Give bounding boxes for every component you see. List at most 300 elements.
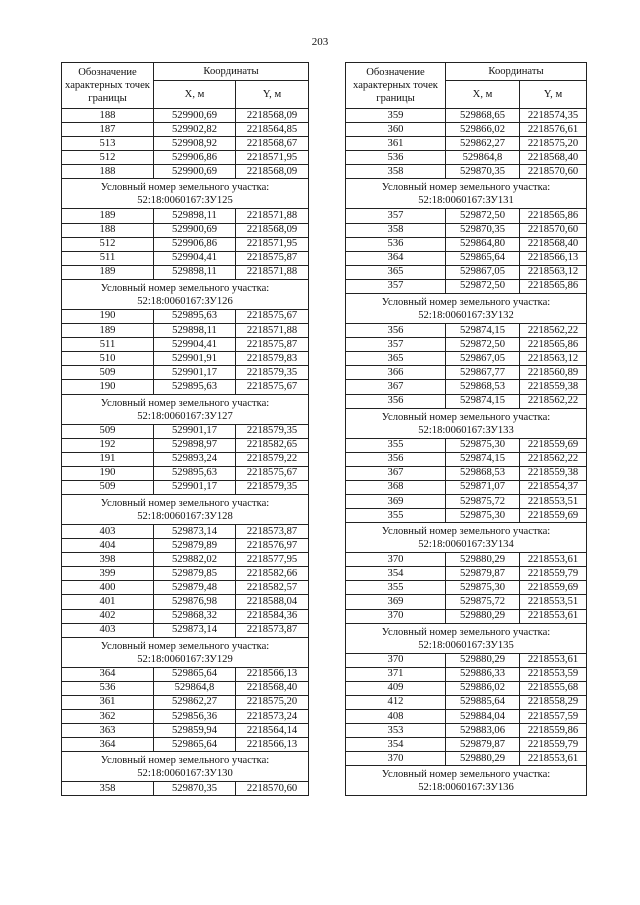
- point-number: 370: [346, 752, 446, 766]
- point-number: 509: [62, 366, 154, 380]
- y-coordinate: 2218568,09: [236, 223, 309, 237]
- point-number: 401: [62, 595, 154, 609]
- parcel-header-row: [346, 523, 587, 553]
- table-row: [62, 438, 309, 452]
- x-coordinate: 529880,29: [446, 653, 520, 667]
- x-coordinate: 529895,63: [154, 309, 236, 323]
- y-coordinate: 2218566,13: [520, 251, 587, 265]
- table-row: [62, 237, 309, 251]
- y-coordinate: 2218566,13: [236, 667, 309, 681]
- y-coordinate: 2218568,67: [236, 137, 309, 151]
- x-coordinate: 529879,48: [154, 581, 236, 595]
- parcel-header: [62, 752, 309, 782]
- table-row: [62, 165, 309, 179]
- parcel-code: 52:18:0060167:ЗУ131: [418, 195, 514, 207]
- table-row: [346, 494, 587, 508]
- x-coordinate: 529901,91: [154, 352, 236, 366]
- parcel-header: [62, 394, 309, 424]
- parcel-code: 52:18:0060167:ЗУ136: [418, 782, 514, 794]
- table-row: [62, 309, 309, 323]
- x-coordinate: 529865,64: [446, 251, 520, 265]
- y-coordinate: 2218566,13: [236, 738, 309, 752]
- y-coordinate: 2218559,69: [520, 509, 587, 523]
- parcel-header-row: [346, 294, 587, 324]
- y-coordinate: 2218573,87: [236, 524, 309, 538]
- point-number: 361: [346, 137, 446, 151]
- parcel-code: 52:18:0060167:ЗУ134: [418, 539, 514, 551]
- designation-header: Обозначение характерных точек границы: [346, 63, 446, 109]
- parcel-header: [346, 294, 587, 324]
- y-coordinate: 2218568,40: [520, 151, 587, 165]
- point-number: 400: [62, 581, 154, 595]
- x-coordinate: 529871,07: [446, 480, 520, 494]
- x-coordinate: 529879,87: [446, 738, 520, 752]
- x-coordinate: 529872,50: [446, 209, 520, 223]
- table-row: [62, 352, 309, 366]
- table-row: [346, 165, 587, 179]
- point-number: 511: [62, 251, 154, 265]
- point-number: 404: [62, 539, 154, 553]
- parcel-title: Условный номер земельного участка:: [381, 182, 551, 194]
- table-row: [62, 609, 309, 623]
- x-coordinate: 529898,11: [154, 265, 236, 279]
- y-coordinate: 2218584,36: [236, 609, 309, 623]
- point-number: 354: [346, 738, 446, 752]
- x-coordinate: 529862,27: [446, 137, 520, 151]
- y-coordinate: 2218571,88: [236, 324, 309, 338]
- point-number: 358: [62, 782, 154, 796]
- parcel-header-row: [62, 179, 309, 209]
- y-coordinate: 2218571,88: [236, 265, 309, 279]
- point-number: 355: [346, 581, 446, 595]
- table-row: [346, 438, 587, 452]
- point-number: 510: [62, 352, 154, 366]
- point-number: 412: [346, 695, 446, 709]
- y-coordinate: 2218558,29: [520, 695, 587, 709]
- y-coordinate: 2218562,22: [520, 394, 587, 408]
- table-row: [62, 667, 309, 681]
- y-coordinate: 2218553,51: [520, 494, 587, 508]
- x-coordinate: 529904,41: [154, 251, 236, 265]
- x-coordinate: 529886,02: [446, 681, 520, 695]
- y-coordinate: 2218582,65: [236, 438, 309, 452]
- y-coordinate: 2218576,61: [520, 123, 587, 137]
- point-number: 408: [346, 710, 446, 724]
- point-number: 188: [62, 109, 154, 123]
- parcel-code: 52:18:0060167:ЗУ129: [137, 653, 233, 665]
- parcel-header-row: [62, 494, 309, 524]
- x-coordinate: 529873,14: [154, 623, 236, 637]
- parcel-code: 52:18:0060167:ЗУ135: [418, 639, 514, 651]
- x-coordinate: 529879,89: [154, 539, 236, 553]
- parcel-header: [346, 766, 587, 796]
- point-number: 190: [62, 309, 154, 323]
- y-coordinate: 2218565,86: [520, 209, 587, 223]
- table-row: [62, 452, 309, 466]
- table-row: [62, 623, 309, 637]
- parcel-header: [346, 408, 587, 438]
- table-row: [346, 466, 587, 480]
- y-coordinate: 2218560,89: [520, 366, 587, 380]
- x-coordinate: 529864,8: [446, 151, 520, 165]
- table-row: [346, 137, 587, 151]
- table-row: [346, 480, 587, 494]
- point-number: 190: [62, 466, 154, 480]
- point-number: 188: [62, 223, 154, 237]
- parcel-code: 52:18:0060167:ЗУ126: [137, 295, 233, 307]
- table-row: [346, 681, 587, 695]
- x-coordinate: 529879,85: [154, 567, 236, 581]
- table-row: [62, 338, 309, 352]
- y-coordinate: 2218582,57: [236, 581, 309, 595]
- parcel-title: Условный номер земельного участка:: [100, 182, 270, 194]
- y-coordinate: 2218568,09: [236, 109, 309, 123]
- x-coordinate: 529904,41: [154, 338, 236, 352]
- x-coordinate: 529864,80: [446, 237, 520, 251]
- point-number: 354: [346, 567, 446, 581]
- point-number: 361: [62, 695, 154, 709]
- table-row: [346, 209, 587, 223]
- point-number: 357: [346, 338, 446, 352]
- x-coordinate: 529884,04: [446, 710, 520, 724]
- table-row: [346, 695, 587, 709]
- x-coordinate: 529900,69: [154, 109, 236, 123]
- x-coordinate: 529880,29: [446, 553, 520, 567]
- table-row: [62, 109, 309, 123]
- parcel-title: Условный номер земельного участка:: [100, 397, 270, 409]
- y-coordinate: 2218588,04: [236, 595, 309, 609]
- y-coordinate: 2218573,24: [236, 710, 309, 724]
- parcel-title: Условный номер земельного участка:: [381, 526, 551, 538]
- table-row: [62, 366, 309, 380]
- x-coordinate: 529898,97: [154, 438, 236, 452]
- table-row: [346, 509, 587, 523]
- table-row: [346, 324, 587, 338]
- parcel-header: [62, 494, 309, 524]
- point-number: 355: [346, 438, 446, 452]
- parcel-title: Условный номер земельного участка:: [381, 769, 551, 781]
- y-coordinate: 2218559,79: [520, 738, 587, 752]
- point-number: 358: [346, 165, 446, 179]
- parcel-header-row: [62, 279, 309, 309]
- point-number: 402: [62, 609, 154, 623]
- table-row: [346, 595, 587, 609]
- x-coordinate: 529883,06: [446, 724, 520, 738]
- parcel-title: Условный номер земельного участка:: [381, 411, 551, 423]
- parcel-header: [346, 179, 587, 209]
- parcel-code: 52:18:0060167:ЗУ133: [418, 424, 514, 436]
- y-coordinate: 2218575,87: [236, 251, 309, 265]
- y-coordinate: 2218574,35: [520, 109, 587, 123]
- x-coordinate: 529885,64: [446, 695, 520, 709]
- y-coordinate: 2218565,86: [520, 338, 587, 352]
- y-coordinate: 2218557,59: [520, 710, 587, 724]
- x-coordinate: 529864,8: [154, 681, 236, 695]
- point-number: 187: [62, 123, 154, 137]
- point-number: 513: [62, 137, 154, 151]
- parcel-header: [62, 179, 309, 209]
- table-row: [346, 151, 587, 165]
- x-coordinate: 529908,92: [154, 137, 236, 151]
- point-number: 359: [346, 109, 446, 123]
- y-coordinate: 2218559,69: [520, 438, 587, 452]
- x-header: X, м: [154, 81, 236, 109]
- x-coordinate: 529880,29: [446, 609, 520, 623]
- x-coordinate: 529867,05: [446, 352, 520, 366]
- table-row: [346, 653, 587, 667]
- x-coordinate: 529862,27: [154, 695, 236, 709]
- point-number: 353: [346, 724, 446, 738]
- table-row: [346, 265, 587, 279]
- point-number: 360: [346, 123, 446, 137]
- y-coordinate: 2218573,87: [236, 623, 309, 637]
- y-coordinate: 2218568,40: [236, 681, 309, 695]
- parcel-header-row: [346, 408, 587, 438]
- y-coordinate: 2218553,61: [520, 553, 587, 567]
- point-number: 190: [62, 380, 154, 394]
- y-coordinate: 2218553,61: [520, 653, 587, 667]
- x-coordinate: 529872,50: [446, 279, 520, 293]
- table-row: [346, 237, 587, 251]
- point-number: 509: [62, 424, 154, 438]
- point-number: 364: [62, 667, 154, 681]
- x-coordinate: 529895,63: [154, 380, 236, 394]
- table-row: [346, 609, 587, 623]
- point-number: 536: [346, 237, 446, 251]
- parcel-title: Условный номер земельного участка:: [100, 755, 270, 767]
- designation-header: Обозначение характерных точек границы: [62, 63, 154, 109]
- coordinates-table-right: [345, 62, 587, 796]
- parcel-header-row: [346, 623, 587, 653]
- table-row: [346, 710, 587, 724]
- y-coordinate: 2218579,35: [236, 480, 309, 494]
- table-row: [62, 209, 309, 223]
- point-number: 536: [346, 151, 446, 165]
- y-coordinate: 2218575,20: [236, 695, 309, 709]
- y-coordinate: 2218559,79: [520, 567, 587, 581]
- y-coordinate: 2218562,22: [520, 452, 587, 466]
- point-number: 366: [346, 366, 446, 380]
- point-number: 356: [346, 452, 446, 466]
- point-number: 357: [346, 279, 446, 293]
- y-coordinate: 2218576,97: [236, 539, 309, 553]
- table-row: [62, 480, 309, 494]
- point-number: 358: [346, 223, 446, 237]
- point-number: 371: [346, 667, 446, 681]
- x-coordinate: 529900,69: [154, 165, 236, 179]
- x-coordinate: 529879,87: [446, 567, 520, 581]
- x-coordinate: 529906,86: [154, 151, 236, 165]
- point-number: 191: [62, 452, 154, 466]
- table-row: [346, 667, 587, 681]
- table-row: [346, 352, 587, 366]
- point-number: 509: [62, 480, 154, 494]
- parcel-header: [62, 279, 309, 309]
- y-coordinate: 2218554,37: [520, 480, 587, 494]
- y-coordinate: 2218563,12: [520, 265, 587, 279]
- parcel-header: [346, 523, 587, 553]
- y-coordinate: 2218571,95: [236, 151, 309, 165]
- y-coordinate: 2218563,12: [520, 352, 587, 366]
- parcel-header-row: [62, 752, 309, 782]
- parcel-header: [62, 637, 309, 667]
- y-coordinate: 2218575,87: [236, 338, 309, 352]
- table-row: [62, 137, 309, 151]
- parcel-header-row: [62, 637, 309, 667]
- y-coordinate: 2218568,40: [520, 237, 587, 251]
- table-row: [62, 581, 309, 595]
- y-coordinate: 2218579,83: [236, 352, 309, 366]
- point-number: 368: [346, 480, 446, 494]
- y-header: Y, м: [236, 81, 309, 109]
- point-number: 403: [62, 623, 154, 637]
- table-row: [62, 223, 309, 237]
- y-coordinate: 2218555,68: [520, 681, 587, 695]
- table-row: [62, 151, 309, 165]
- point-number: 192: [62, 438, 154, 452]
- table-row: [346, 338, 587, 352]
- parcel-title: Условный номер земельного участка:: [381, 297, 551, 309]
- x-coordinate: 529859,94: [154, 724, 236, 738]
- table-row: [346, 123, 587, 137]
- point-number: 356: [346, 324, 446, 338]
- y-coordinate: 2218571,95: [236, 237, 309, 251]
- x-coordinate: 529867,05: [446, 265, 520, 279]
- point-number: 409: [346, 681, 446, 695]
- parcel-title: Условный номер земельного участка:: [100, 282, 270, 294]
- x-coordinate: 529865,64: [154, 738, 236, 752]
- x-coordinate: 529868,53: [446, 380, 520, 394]
- parcel-code: 52:18:0060167:ЗУ130: [137, 768, 233, 780]
- table-row: [346, 567, 587, 581]
- point-number: 369: [346, 595, 446, 609]
- table-row: [346, 366, 587, 380]
- x-coordinate: 529870,35: [154, 782, 236, 796]
- table-row: [62, 681, 309, 695]
- point-number: 356: [346, 394, 446, 408]
- point-number: 511: [62, 338, 154, 352]
- x-coordinate: 529895,63: [154, 466, 236, 480]
- y-coordinate: 2218565,86: [520, 279, 587, 293]
- table-row: [346, 251, 587, 265]
- x-coordinate: 529868,65: [446, 109, 520, 123]
- point-number: 536: [62, 681, 154, 695]
- table-row: [62, 123, 309, 137]
- point-number: 367: [346, 466, 446, 480]
- y-header: Y, м: [520, 81, 587, 109]
- coordinates-header: Координаты: [154, 63, 309, 81]
- x-coordinate: 529902,82: [154, 123, 236, 137]
- parcel-code: 52:18:0060167:ЗУ132: [418, 310, 514, 322]
- x-coordinate: 529875,72: [446, 595, 520, 609]
- point-number: 363: [62, 724, 154, 738]
- y-coordinate: 2218559,38: [520, 380, 587, 394]
- x-coordinate: 529898,11: [154, 209, 236, 223]
- y-coordinate: 2218575,67: [236, 309, 309, 323]
- point-number: 399: [62, 567, 154, 581]
- point-number: 367: [346, 380, 446, 394]
- y-coordinate: 2218559,69: [520, 581, 587, 595]
- table-row: [62, 553, 309, 567]
- x-coordinate: 529865,64: [154, 667, 236, 681]
- x-coordinate: 529893,24: [154, 452, 236, 466]
- y-coordinate: 2218579,35: [236, 366, 309, 380]
- table-row: [62, 466, 309, 480]
- table-row: [346, 553, 587, 567]
- header-row: [62, 63, 309, 81]
- y-coordinate: 2218570,60: [520, 223, 587, 237]
- x-coordinate: 529874,15: [446, 324, 520, 338]
- point-number: 369: [346, 494, 446, 508]
- point-number: 364: [346, 251, 446, 265]
- point-number: 370: [346, 553, 446, 567]
- y-coordinate: 2218579,35: [236, 424, 309, 438]
- table-row: [62, 567, 309, 581]
- y-coordinate: 2218559,86: [520, 724, 587, 738]
- point-number: 403: [62, 524, 154, 538]
- point-number: 398: [62, 553, 154, 567]
- x-coordinate: 529880,29: [446, 752, 520, 766]
- table-row: [62, 710, 309, 724]
- x-coordinate: 529876,98: [154, 595, 236, 609]
- x-header: X, м: [446, 81, 520, 109]
- table-row: [346, 279, 587, 293]
- parcel-header: [346, 623, 587, 653]
- x-coordinate: 529868,53: [446, 466, 520, 480]
- table-row: [62, 724, 309, 738]
- y-coordinate: 2218553,61: [520, 609, 587, 623]
- x-coordinate: 529875,30: [446, 509, 520, 523]
- parcel-title: Условный номер земельного участка:: [100, 640, 270, 652]
- header-row: [346, 63, 587, 81]
- table-row: [62, 539, 309, 553]
- table-row: [346, 223, 587, 237]
- x-coordinate: 529886,33: [446, 667, 520, 681]
- x-coordinate: 529901,17: [154, 424, 236, 438]
- point-number: 365: [346, 352, 446, 366]
- point-number: 362: [62, 710, 154, 724]
- point-number: 370: [346, 609, 446, 623]
- point-number: 355: [346, 509, 446, 523]
- x-coordinate: 529873,14: [154, 524, 236, 538]
- parcel-header-row: [346, 766, 587, 796]
- point-number: 365: [346, 265, 446, 279]
- table-row: [346, 581, 587, 595]
- table-row: [62, 251, 309, 265]
- table-row: [62, 738, 309, 752]
- y-coordinate: 2218571,88: [236, 209, 309, 223]
- x-coordinate: 529866,02: [446, 123, 520, 137]
- x-coordinate: 529882,02: [154, 553, 236, 567]
- y-coordinate: 2218553,59: [520, 667, 587, 681]
- table-row: [62, 380, 309, 394]
- table-row: [62, 524, 309, 538]
- point-number: 512: [62, 151, 154, 165]
- table-row: [62, 424, 309, 438]
- table-row: [62, 782, 309, 796]
- parcel-code: 52:18:0060167:ЗУ128: [137, 510, 233, 522]
- coordinates-table-left: [61, 62, 309, 796]
- y-coordinate: 2218568,09: [236, 165, 309, 179]
- table-row: [62, 695, 309, 709]
- x-coordinate: 529870,35: [446, 165, 520, 179]
- table-row: [346, 752, 587, 766]
- parcel-title: Условный номер земельного участка:: [381, 626, 551, 638]
- y-coordinate: 2218570,60: [236, 782, 309, 796]
- y-coordinate: 2218575,67: [236, 380, 309, 394]
- parcel-header-row: [62, 394, 309, 424]
- parcel-title: Условный номер земельного участка:: [100, 497, 270, 509]
